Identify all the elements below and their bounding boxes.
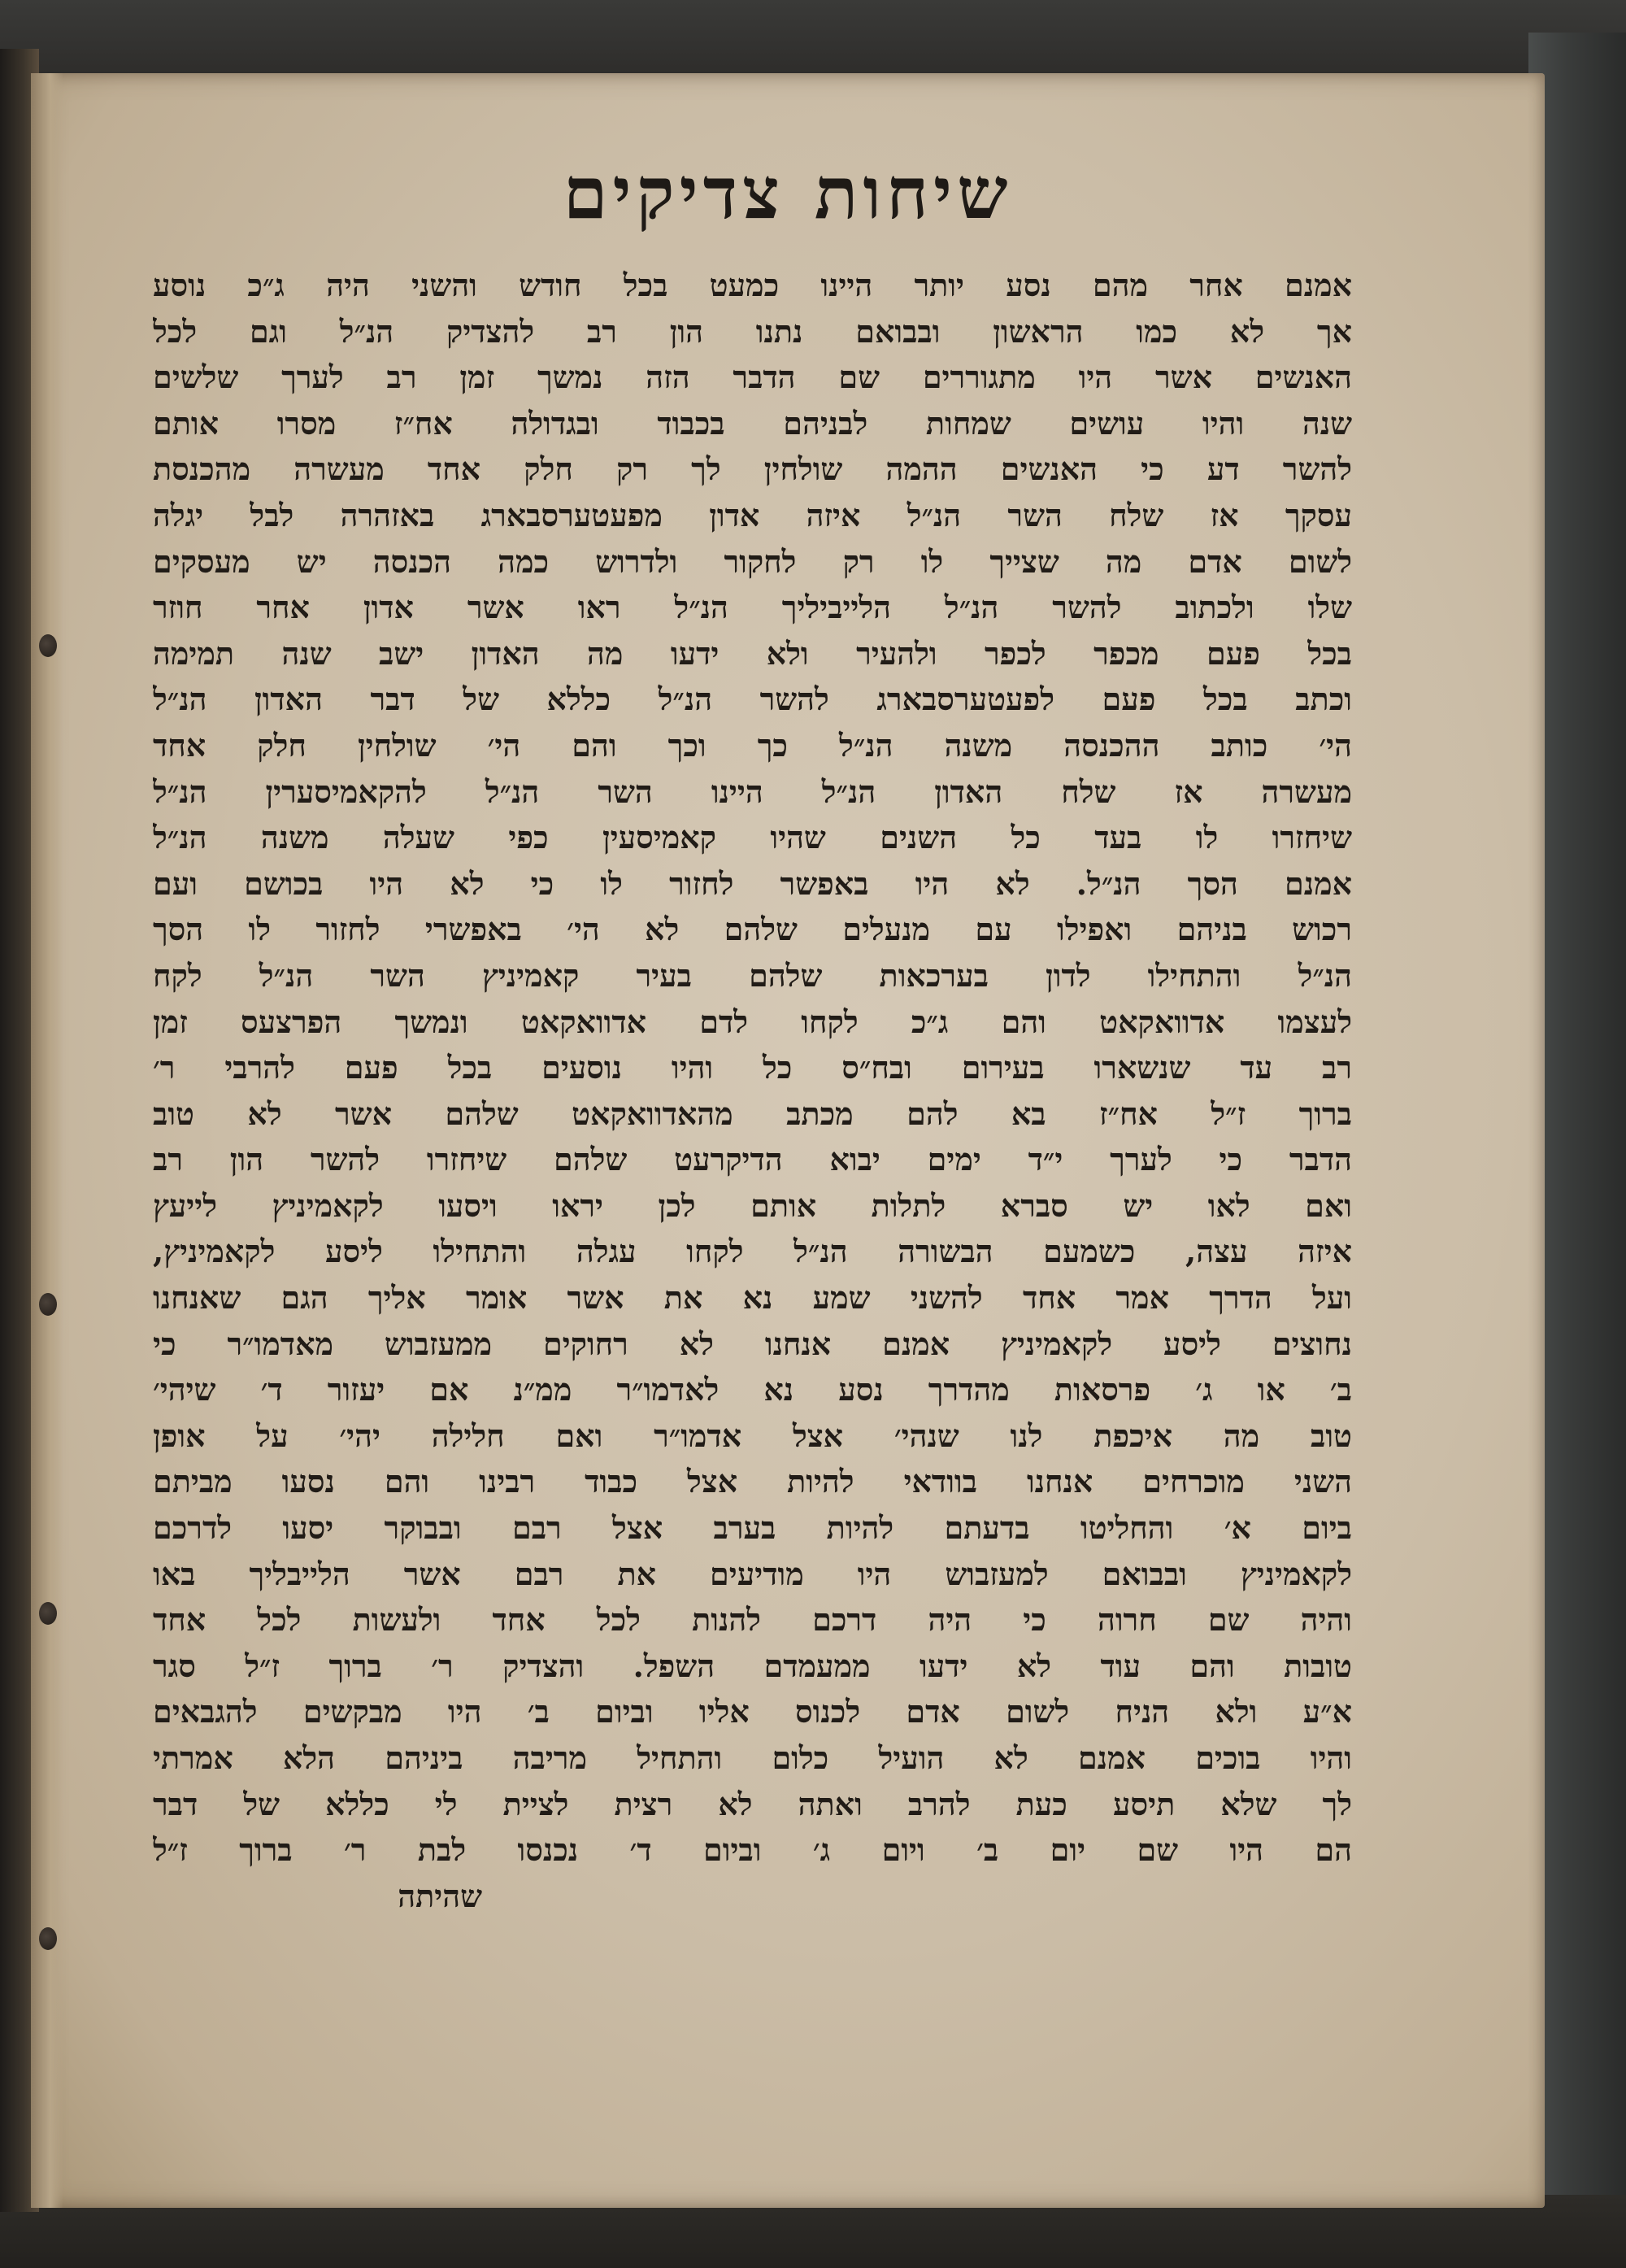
text-line: א״ע ולא הניח לשום אדם לכנוס אליו וביום ב׳ היו מבקשים להגבאים [153,1693,1352,1730]
text-line: לשום אדם מה שצייך לו רק לחקור ולדרוש כמה הכנסה יש מעסקים [153,542,1352,580]
text-line: אמנם הסך הנ״ל. לא היו באפשר לחזור לו כי לא היו בכושם ועם [153,864,1352,902]
text-line: אך לא כמו הראשון ובבואם נתנו הון רב להצדיק הנ״ל וגם לכל [153,312,1352,350]
book-page [31,73,1545,2208]
binding-gutter [31,73,63,2208]
text-line: נחוצים ליסע לקאמיניץ אמנם אנחנו לא רחוקים ממעזבוש מאדמו״ר כי [153,1325,1352,1362]
text-line: שנה והיו עושים שמחות לבניהם בכבוד ובגדולה אח״ז מסרו אותם [153,404,1352,442]
binding-stitch [39,1927,57,1950]
text-line: עסקך אז שלח השר הנ״ל איזה אדון מפעטערסבארג באזהרה לבל יגלה [153,496,1352,533]
text-line: ב׳ או ג׳ פרסאות מהדרך נסע נא לאדמו״ר ממ״נ אם יעזור ד׳ שיהי׳ [153,1371,1352,1408]
body-text [153,263,1352,1919]
catchword: שהיתה [398,1877,482,1914]
text-line: רב עד שנשארו בעירום ובח״ס כל והיו נוסעים בכל פעם להרבי ר׳ [153,1049,1352,1086]
text-line: מעשרה אז שלח האדון הנ״ל היינו השר הנ״ל להקאמיסערין הנ״ל [153,773,1352,810]
text-line: רכוש בניהם ואפילו עם מנעלים שלהם לא הי׳ באפשרי לחזור לו הסך [153,911,1352,948]
text-line: שלו ולכתוב להשר הנ״ל הלייביליך הנ״ל ראו אשר אדון אחר חוזר [153,589,1352,626]
text-line: הי׳ כותב ההכנסה משנה הנ״ל כך וכך והם הי׳ שולחין חלק אחד [153,726,1352,764]
text-line: טוב מה איכפת לנו שנהי׳ אצל אדמו״ר ואם חלילה יהי׳ על אופן [153,1417,1352,1454]
text-line: איזה עצה, כשמעם הבשורה הנ״ל לקחו עגלה והתחילו ליסע לקאמיניץ, [153,1233,1352,1270]
text-line: אמנם אחר מהם נסע יותר היינו כמעט בכל חודש והשני היה ג״כ נוסע [153,267,1352,303]
text-line: השני מוכרחים אנחנו בוודאי להיות אצל כבוד רבינו והם נסעו מביתם [153,1463,1352,1500]
text-line: בכל פעם מכפר לכפר ולהעיר ולא ידעו מה האדון ישב שנה תמימה [153,634,1352,672]
text-line: טובות והם עוד לא ידעו ממעמדם השפל. והצדיק ר׳ ברוך ז״ל סגר [153,1647,1352,1684]
text-line: ברוך ז״ל אח״ז בא להם מכתב מהאדוואקאט שלהם אשר לא טוב [153,1095,1352,1132]
running-head: שיחות צדיקים [563,150,1013,235]
binding-stitch [39,634,57,657]
text-line: והיו בוכים אמנם לא הועיל כלום והתחיל מריבה ביניהם הלא אמרתי [153,1739,1352,1776]
text-line: והיה שם חרוה כי היה דרכם להנות לכל אחד ולעשות לכל אחד [153,1601,1352,1639]
text-line: ביום א׳ והחליטו בדעתם להיות בערב אצל רבם ובבוקר יסעו לדרכם [153,1509,1352,1547]
text-line: לעצמו אדוואקאט והם ג״כ לקחו לדם אדוואקאט ונמשך הפרצעס זמן [153,1003,1352,1040]
text-line: וכתב בכל פעם לפעטערסבארג להשר הנ״ל כללא של דבר האדון הנ״ל [153,681,1352,718]
text-line: הנ״ל והתחילו לדון בערכאות שלהם בעיר קאמיניץ השר הנ״ל לקח [153,956,1352,994]
text-line: לך שלא תיסע כעת להרב ואתה לא רצית לציית לי כללא של דבר [153,1785,1352,1822]
binding-stitch [39,1293,57,1316]
binding-stitch [39,1602,57,1625]
text-line: לקאמיניץ ובבואם למעזבוש היו מודיעים את רבם אשר הלייבליך באו [153,1555,1352,1592]
text-line: האנשים אשר היו מתגוררים שם הדבר הזה נמשך זמן רב לערך שלשים [153,359,1352,396]
text-line: להשר דע כי האנשים ההמה שולחין לך רק חלק אחד מעשרה מהכנסת [153,451,1352,488]
text-line: הדבר כי לערך י״ד ימים יבוא הדיקרעט שלהם שיחזרו להשר הון רב [153,1141,1352,1178]
text-line: ואם לאו יש סברא לתלות אותם לכן יראו ויסעו לקאמיניץ לייעץ [153,1186,1352,1224]
text-line: שיחזרו לו בעד כל השנים שהיו קאמיסעין כפי שעלה משנה הנ״ל [153,819,1352,856]
text-line: הם היו שם יום ב׳ ויום ג׳ וביום ד׳ נכנסו לבת ר׳ ברוך ז״ל [153,1831,1352,1869]
text-line: ועל הדרך אמר אחד להשני שמע נא את אשר אומר אליך הגם שאנחנו [153,1279,1352,1317]
